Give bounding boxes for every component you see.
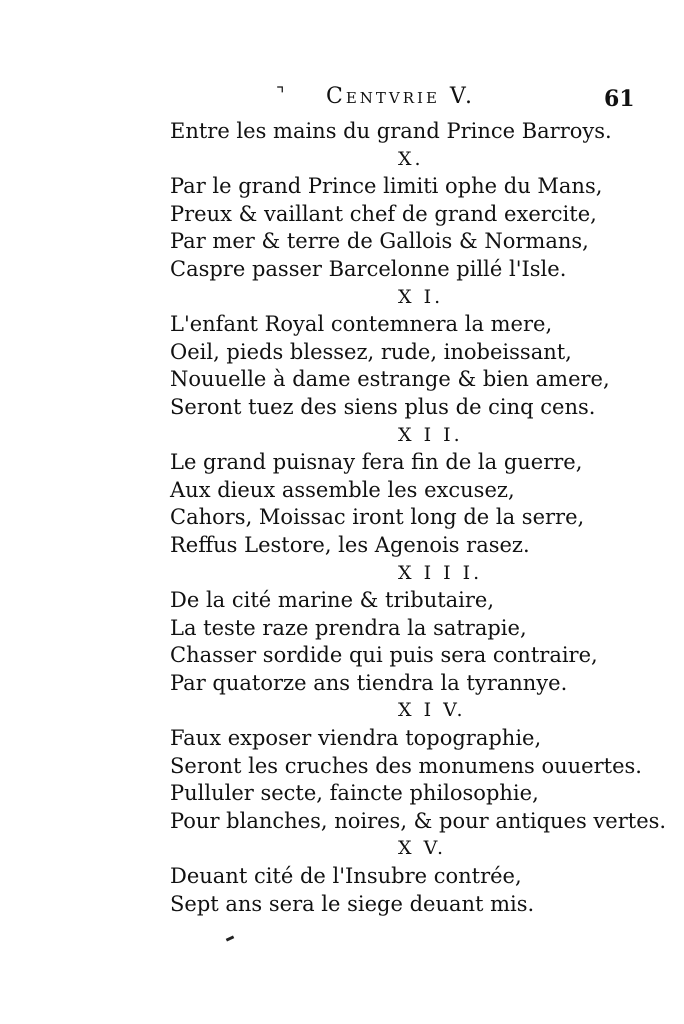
verse-line: Par quatorze ans tiendra la tyrannye. — [170, 670, 568, 695]
quatrain-number: X I I I. — [398, 561, 483, 584]
verse-line: Deuant cité de l'Insubre contrée, — [170, 864, 522, 889]
verse-line: Nouuelle à dame estrange & bien amere, — [170, 367, 610, 392]
verse-line: Cahors, Moissac iront long de la serre, — [170, 505, 585, 530]
page-number: 61 — [604, 86, 635, 112]
verse-line: Par le grand Prince limiti ophe du Mans, — [170, 174, 603, 199]
verse-line: Sept ans sera le siege deuant mis. — [170, 891, 535, 916]
verse-line: L'enfant Royal contemnera la mere, — [170, 312, 553, 337]
verse-line: La teste raze prendra la satrapie, — [170, 615, 527, 640]
running-title: Centvrie V. — [326, 84, 475, 109]
verse-line: Par mer & terre de Gallois & Normans, — [170, 229, 589, 254]
verse-line: Reffus Lestore, les Agenois rasez. — [170, 532, 530, 557]
verse-line: Seront les cruches des monumens ouuertes. — [170, 753, 642, 778]
verse-line: Faux exposer viendra topographie, — [170, 726, 542, 751]
quatrain-number: X I I. — [398, 423, 463, 446]
verse-line: Chasser sordide qui puis sera contraire, — [170, 643, 598, 668]
verse-line: Caspre passer Barcelonne pillé l'Isle. — [170, 256, 567, 281]
verse-line: Pour blanches, noires, & pour antiques vertes. — [170, 808, 667, 833]
verse-text-block — [170, 118, 667, 918]
quatrain-number: X I. — [398, 285, 444, 308]
ink-mark — [226, 935, 235, 941]
quatrain-number: X I V. — [398, 699, 466, 722]
header-mark: ⌝ — [276, 84, 285, 105]
verse-line: De la cité marine & tributaire, — [170, 588, 495, 613]
quatrain-number: X V. — [398, 837, 447, 860]
verse-line: Aux dieux assemble les excusez, — [170, 477, 515, 502]
verse-line: Preux & vaillant chef de grand exercite, — [170, 201, 597, 226]
verse-line: Entre les mains du grand Prince Barroys. — [170, 119, 612, 143]
verse-line: Oeil, pieds blessez, rude, inobeissant, — [170, 339, 572, 364]
verse-line: Pulluler secte, faincte philosophie, — [170, 781, 539, 806]
quatrain-number: X. — [398, 147, 424, 170]
verse-line: Seront tuez des siens plus de cinq cens. — [170, 394, 596, 419]
verse-line: Le grand puisnay fera fin de la guerre, — [170, 450, 583, 475]
page-header — [0, 80, 684, 116]
